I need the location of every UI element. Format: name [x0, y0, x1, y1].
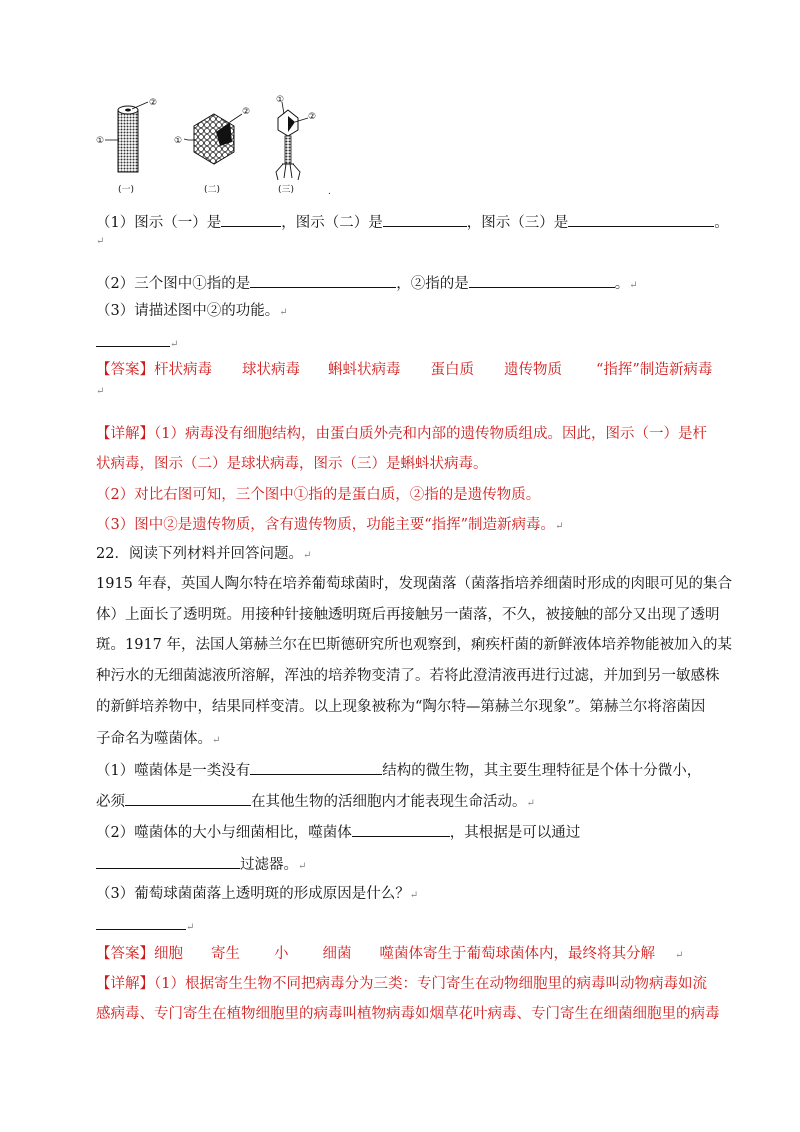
q22-answer-2: 寄生 [211, 946, 240, 962]
q22-part3-answer-blank: ↵ [96, 914, 194, 938]
q21-answer-2: 球状病毒 [242, 362, 300, 378]
q22-blank-2[interactable] [125, 790, 251, 806]
rod-virus-diagram [96, 98, 157, 195]
q21-blank-1[interactable] [221, 211, 281, 227]
q22-material-line: 斑。1917 年，法国人第赫兰尔在巴斯德研究所也观察到，痢疾杆菌的新鲜液体培养物能被加入的某 [96, 637, 733, 653]
q22-blank-3[interactable] [352, 821, 450, 837]
q22-part1-cont: 必须 在其他生物的活细胞内才能表现生命活动。↵ [96, 790, 535, 814]
q22-title: 22．阅读下列材料并回答问题。↵ [96, 546, 312, 562]
q21-part3: （3）请描述图中②的功能。↵ [96, 303, 288, 319]
q21-answer-3: 蝌蚪状病毒 [328, 362, 401, 378]
q22-blank-4[interactable] [96, 853, 240, 869]
q22-detail-1a: 【详解】（1）根据寄生生物不同把病毒分为三类：专门寄生在动物细胞里的病毒叫动物病毒如流 [96, 976, 707, 992]
q22-part2-cont: 过滤器。↵ [96, 853, 306, 877]
q22-answer-3: 小 [274, 946, 289, 962]
answer-tag: 【答案】 [96, 362, 154, 378]
q22-material-line: 体）上面长了透明斑。用接种针接触透明斑后再接触另一菌落，不久，被接触的部分又出现了透明 [96, 607, 720, 623]
detail-tag: 【详解】 [96, 426, 154, 442]
return-mark: ↵ [96, 386, 105, 397]
q21-answer-5: 遗传物质 [504, 362, 562, 378]
fig3-caption: (三) [278, 185, 295, 195]
fig2-label-2: ② [242, 107, 251, 117]
q21-answer [96, 360, 712, 380]
fig2-label-1: ① [174, 136, 183, 146]
q22-part1: （1）噬菌体是一类没有 结构的微生物，其主要生理特征是个体十分微小， [96, 759, 701, 781]
q21-blank-3[interactable] [568, 211, 714, 227]
q22-material-line: 种污水的无细菌滤液所溶解，浑浊的培养物变清了。若将此澄清液再进行过滤，并加到另一敏感株 [96, 668, 720, 684]
q22-blank-1[interactable] [250, 759, 382, 775]
return-mark: ↵ [96, 236, 105, 247]
figure-end-mark: . [328, 187, 331, 197]
q21-blank-4[interactable] [250, 272, 396, 288]
q21-detail-1b: 状病毒，图示（二）是球状病毒，图示（三）是蝌蚪状病毒。 [96, 456, 488, 472]
q22-answer-1: 细胞 [154, 946, 183, 962]
q21-blank-2[interactable] [383, 211, 467, 227]
sphere-virus-diagram [174, 107, 250, 195]
q22-answer: 【答案】细胞 寄生 小 细菌 噬菌体寄生于葡萄球菌体内，最终将其分解 ↵ [96, 946, 684, 962]
fig1-label-2: ② [149, 98, 158, 108]
q22-material-line: 子命名为噬菌体。↵ [96, 731, 221, 747]
fig3-label-1: ① [276, 95, 285, 105]
q21-blank-5[interactable] [469, 272, 615, 288]
answer-tag: 【答案】 [96, 946, 154, 962]
q21-detail-2: （2）对比右图可知，三个图中①指的是蛋白质，②指的是遗传物质。 [96, 487, 541, 503]
fig3-label-2: ② [308, 112, 317, 122]
fig2-caption: (二) [204, 185, 221, 195]
q21-detail-1a: 【详解】（1）病毒没有细胞结构，由蛋白质外壳和内部的遗传物质组成。因此，图示（一）是杆 [96, 426, 707, 442]
q21-answer-1: 杆状病毒 [154, 362, 212, 378]
q22-material-line: 的新鲜培养物中，结果同样变清。以上现象被称为“陶尔特—第赫兰尔现象”。第赫兰尔将溶菌因 [96, 699, 706, 715]
q22-part3: （3）葡萄球菌菌落上透明斑的形成原因是什么？↵ [96, 886, 419, 902]
q22-detail-1b: 感病毒、专门寄生在植物细胞里的病毒叫植物病毒如烟草花叶病毒、专门寄生在细菌细胞里的病毒 [96, 1006, 720, 1022]
q21-answer-4: 蛋白质 [430, 362, 474, 378]
virus-figure [96, 92, 336, 200]
fig1-label-1: ① [96, 136, 105, 146]
q22-answer-5: 噬菌体寄生于葡萄球菌体内，最终将其分解 [379, 946, 655, 962]
q21-part2: （2）三个图中①指的是 ，②指的是 。↵ [96, 272, 638, 296]
q22-answer-4: 细菌 [322, 946, 352, 962]
q21-part1: （1）图示（一）是 ，图示（二）是 ，图示（三）是 。 [96, 211, 729, 233]
q22-material-line: 1915 年春，英国人陶尔特在培养葡萄球菌时，发现菌落（菌落指培养细菌时形成的肉眼可见的集合 [96, 576, 733, 592]
q21-part3-answer-blank: ↵ [96, 331, 178, 355]
q21-answer-6: “指挥”制造新病毒 [596, 362, 713, 378]
q22-blank-5[interactable] [96, 914, 186, 930]
tadpole-virus-diagram [276, 95, 316, 195]
q21-detail-3: （3）图中②是遗传物质，含有遗传物质，功能主要“指挥”制造新病毒。↵ [96, 517, 564, 533]
fig1-caption: (一) [118, 185, 135, 195]
q22-part2: （2）噬菌体的大小与细菌相比，噬菌体 ，其根据是可以通过 [96, 821, 580, 843]
q21-blank-6[interactable] [96, 331, 170, 347]
detail-tag: 【详解】 [96, 976, 154, 992]
